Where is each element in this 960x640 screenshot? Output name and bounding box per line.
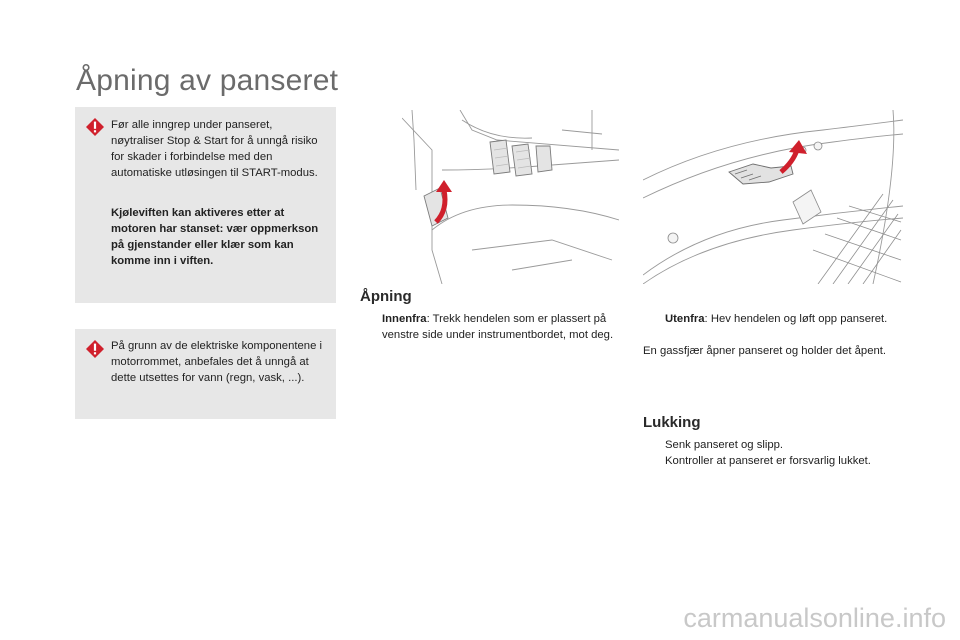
inside-text: : Trekk hendelen som er plassert på venstre side under instrumentbordet, mot deg.: [382, 313, 614, 341]
warning-text: Før alle inngrep under panseret, nøytraliser Stop & Start for å unngå risiko for skader i forbindelse med den automatiske utløsingen til START-modus.: [111, 119, 318, 179]
closing-step-text: Kontroller at panseret er forsvarlig lukket.: [665, 455, 871, 467]
warning-fan-text: Kjøleviften kan aktiveres etter at motoren har stanset: vær oppmerkson på gjenstander eller klær som kan komme inn i viften.: [111, 207, 319, 267]
inside-label: Innenfra: [382, 313, 427, 325]
closing-heading: Lukking: [643, 414, 701, 431]
exterior-release-lever-illustration: [643, 110, 903, 284]
outside-label: Utenfra: [665, 313, 705, 325]
page-title: Åpning av panseret: [76, 64, 339, 97]
warning-icon: [85, 117, 105, 137]
watermark: carmanualsonline.info: [683, 603, 946, 633]
gas-strut-text: En gassfjær åpner panseret og holder det åpent.: [643, 345, 887, 357]
opening-heading: Åpning: [360, 288, 412, 305]
warning-icon: [85, 339, 105, 359]
warning-text: På grunn av de elektriske komponentene i motorrommet, anbefales det å unngå at dette utsettes for vann (regn, vask, ...).: [111, 340, 323, 384]
warning-box-stop-start: [75, 107, 336, 303]
outside-text: : Hev hendelen og løft opp panseret.: [704, 313, 888, 325]
interior-release-lever-illustration: [402, 110, 619, 284]
closing-step-text: Senk panseret og slipp.: [665, 439, 784, 451]
warning-box-water: [75, 329, 336, 419]
